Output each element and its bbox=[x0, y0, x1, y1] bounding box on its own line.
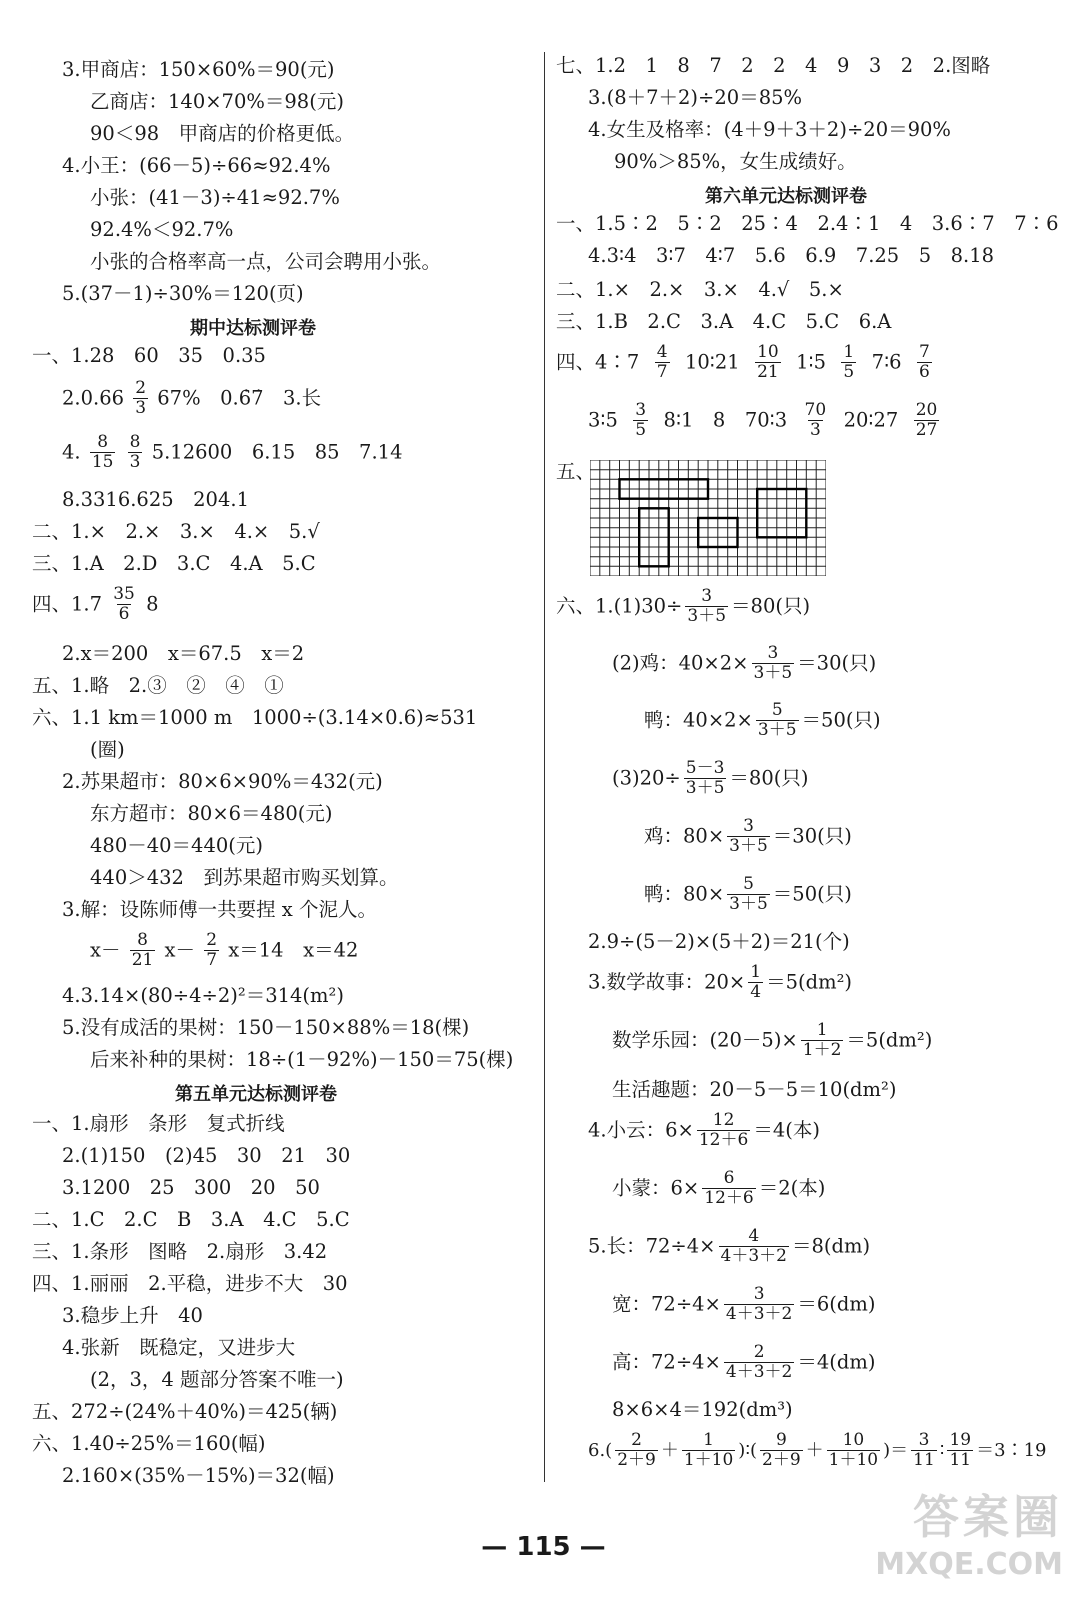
numerator: 10 bbox=[842, 1430, 865, 1450]
denominator: 3 bbox=[129, 451, 141, 472]
numerator: 1 bbox=[816, 1020, 828, 1040]
text: (2)鸡：40×2× bbox=[612, 651, 749, 675]
numerator: 2 bbox=[631, 1430, 642, 1450]
fraction bbox=[655, 344, 670, 382]
fraction bbox=[111, 586, 137, 624]
numerator: 10 bbox=[757, 342, 779, 362]
denominator: 7 bbox=[206, 949, 218, 970]
fraction bbox=[827, 1432, 880, 1470]
text: ＝5(dm²) bbox=[766, 970, 853, 994]
answer-line: (2，3，4 题部分答案不唯一) bbox=[90, 1368, 344, 1391]
text: ＝6(dm) bbox=[797, 1292, 876, 1316]
numerator: 5 bbox=[771, 700, 783, 720]
answer-line: 三、1.A 2.D 3.C 4.A 5.C bbox=[32, 552, 316, 575]
text: 小蒙：6× bbox=[612, 1176, 700, 1200]
watermark-url: MXQE.COM bbox=[875, 1547, 1063, 1582]
answer-line: 二、1.C 2.C B 3.A 4.C 5.C bbox=[32, 1208, 350, 1231]
numerator: 5 bbox=[743, 874, 754, 894]
answer-line: 后来补种的果树：18÷(1－92%)－150＝75(棵) bbox=[90, 1048, 514, 1071]
numerator: 4 bbox=[748, 1226, 760, 1246]
text: 10∶21 bbox=[684, 350, 740, 374]
text: 5.12600 6.15 85 7.14 bbox=[151, 440, 403, 464]
text: ＝50(只) bbox=[772, 882, 852, 906]
text: 高：72÷4× bbox=[612, 1350, 721, 1374]
numerator: 3 bbox=[767, 643, 779, 663]
denominator: 3＋5 bbox=[685, 777, 725, 798]
numerator: 70 bbox=[804, 400, 827, 420]
answer-line-with-fraction bbox=[90, 932, 358, 970]
fraction bbox=[682, 1432, 735, 1470]
answer-line-with-fraction bbox=[32, 586, 158, 624]
answer-line: 3.稳步上升 40 bbox=[62, 1304, 203, 1327]
answer-line: 四、1.丽丽 2.平稳，进步不大 30 bbox=[32, 1272, 348, 1295]
answer-line: 2.(1)150 (2)45 30 21 30 bbox=[62, 1144, 351, 1167]
answer-line: 4.小王：(66－5)÷66≈92.4% bbox=[62, 154, 331, 177]
numerator: 6 bbox=[723, 1168, 735, 1188]
text: 四、1.7 bbox=[32, 592, 103, 616]
answer-line: 七、1.2 1 8 7 2 2 4 9 3 2 2.图略 bbox=[556, 54, 991, 77]
grid-figure bbox=[590, 460, 826, 576]
section-heading-midterm: 期中达标测评卷 bbox=[190, 318, 316, 339]
answer-line-with-fraction bbox=[612, 1022, 932, 1060]
denominator: 3＋5 bbox=[687, 605, 727, 626]
fraction bbox=[615, 1432, 658, 1470]
answer-line: 8.3316.625 204.1 bbox=[62, 488, 249, 511]
numerator: 35 bbox=[113, 584, 135, 604]
fraction bbox=[133, 380, 148, 418]
numerator: 5－3 bbox=[685, 758, 725, 778]
answer-line: 一、1.28 60 35 0.35 bbox=[32, 344, 266, 367]
text: 3.数学故事：20× bbox=[588, 970, 746, 994]
text: 67% 0.6̇7̇ 3.长 bbox=[157, 386, 322, 410]
text: 四、4∶7 bbox=[556, 350, 640, 374]
answer-line: 4.3.14×(80÷4÷2)²＝314(m²) bbox=[62, 984, 344, 1007]
answer-line-with-fraction bbox=[588, 1112, 820, 1150]
numerator: 3 bbox=[918, 1430, 930, 1450]
denominator: 4＋3＋2 bbox=[720, 1245, 787, 1266]
fraction bbox=[719, 1228, 789, 1266]
denominator: 3＋5 bbox=[757, 719, 797, 740]
denominator: 27 bbox=[915, 419, 938, 440]
denominator: 7 bbox=[656, 361, 668, 382]
answer-line: 3.解：设陈师傅一共要捏 x 个泥人。 bbox=[62, 898, 377, 921]
fraction bbox=[801, 1022, 844, 1060]
answer-line: 二、1.× 2.× 3.× 4.√ 5.× bbox=[556, 278, 844, 301]
column-divider bbox=[544, 52, 545, 1482]
answer-line-with-fraction bbox=[612, 760, 808, 798]
fraction bbox=[697, 1112, 750, 1150]
fraction bbox=[911, 1432, 937, 1470]
denominator: 12＋6 bbox=[698, 1129, 749, 1150]
denominator: 2＋9 bbox=[617, 1449, 656, 1470]
answer-line: 2.9÷(5－2)×(5＋2)＝21(个) bbox=[588, 930, 850, 953]
text: 数学乐园：(20－5)× bbox=[612, 1028, 798, 1052]
text: 8 bbox=[146, 592, 159, 616]
fraction bbox=[756, 702, 799, 740]
answer-line: 5.没有成活的果树：150－150×88%＝18(棵) bbox=[62, 1016, 470, 1039]
text: x－ bbox=[90, 938, 121, 962]
denominator: 1＋2 bbox=[802, 1039, 842, 1060]
section-heading-unit6: 第六单元达标测评卷 bbox=[705, 186, 867, 207]
numerator: 2 bbox=[753, 1342, 765, 1362]
numerator: 1 bbox=[750, 962, 762, 982]
numerator: 3 bbox=[701, 586, 713, 606]
watermark-logo bbox=[875, 1481, 1063, 1582]
denominator: 6 bbox=[918, 361, 930, 382]
answer-line-with-fraction bbox=[612, 1344, 875, 1382]
answer-line: 3.(8＋7＋2)÷20＝85% bbox=[588, 86, 803, 109]
watermark-text: 答案圈 bbox=[913, 1490, 1063, 1544]
text: 宽：72÷4× bbox=[612, 1292, 721, 1316]
denominator: 4＋3＋2 bbox=[725, 1361, 793, 1382]
fraction bbox=[947, 1432, 973, 1470]
text: 8∶1 8 70∶3 bbox=[663, 408, 788, 432]
fraction bbox=[90, 434, 116, 472]
text: 4.小云：6× bbox=[588, 1118, 694, 1142]
answer-line: (圈) bbox=[90, 738, 125, 761]
denominator: 4 bbox=[750, 981, 762, 1002]
text: 20∶27 bbox=[843, 408, 899, 432]
denominator: 5 bbox=[635, 419, 647, 440]
denominator: 3 bbox=[809, 419, 821, 440]
numerator: 3 bbox=[635, 400, 647, 420]
answer-line-with-fraction bbox=[556, 588, 810, 626]
answer-line: 一、1.扇形 条形 复式折线 bbox=[32, 1112, 285, 1135]
answer-line-with-fraction bbox=[644, 702, 881, 740]
answer-line-with-fraction bbox=[644, 818, 852, 856]
text: 1∶5 bbox=[796, 350, 827, 374]
answer-line: 二、1.× 2.× 3.× 4.× 5.√ bbox=[32, 520, 320, 543]
answer-line: 90%＞85%，女生成绩好。 bbox=[614, 150, 857, 173]
fraction bbox=[727, 818, 770, 856]
answer-line-with-fraction bbox=[62, 434, 402, 472]
answer-line: 一、1.5∶2 5∶2 25∶4 2.4∶1 4 3.6∶7 7∶6 bbox=[556, 212, 1059, 235]
numerator: 19 bbox=[949, 1430, 972, 1450]
numerator: 8 bbox=[129, 432, 141, 452]
fraction bbox=[702, 1170, 755, 1208]
denominator: 3＋5 bbox=[729, 893, 768, 914]
answer-line: 480－40＝440(元) bbox=[90, 834, 263, 857]
answer-line-with-fraction bbox=[588, 402, 942, 440]
fraction bbox=[917, 344, 932, 382]
answer-line: 小张：(41－3)÷41≈92.7% bbox=[90, 186, 340, 209]
answer-line: 2.苏果超市：80×6×90%＝432(元) bbox=[62, 770, 383, 793]
denominator: 2＋9 bbox=[762, 1449, 801, 1470]
text: 4. bbox=[62, 440, 81, 464]
text: ＋ bbox=[805, 1439, 824, 1461]
text: ＝50(只) bbox=[801, 708, 881, 732]
answer-line: 8×6×4＝192(dm³) bbox=[612, 1398, 793, 1421]
fraction bbox=[204, 932, 219, 970]
numerator: 1 bbox=[703, 1430, 714, 1450]
text: )＝ bbox=[883, 1439, 909, 1461]
text: 六、1.(1)30÷ bbox=[556, 594, 683, 618]
fraction bbox=[841, 344, 856, 382]
fraction bbox=[724, 1344, 794, 1382]
fraction bbox=[685, 588, 728, 626]
denominator: 12＋6 bbox=[704, 1187, 754, 1208]
answer-line-with-fraction bbox=[588, 1432, 1046, 1470]
answer-line: 小张的合格率高一点，公司会聘用小张。 bbox=[90, 250, 442, 273]
text: 6.( bbox=[588, 1439, 613, 1461]
text: ＝2(本) bbox=[758, 1176, 826, 1200]
answer-line-with-fraction bbox=[644, 876, 852, 914]
answer-line-with-fraction bbox=[556, 344, 935, 382]
denominator: 1＋10 bbox=[683, 1449, 734, 1470]
answer-line: 92.4%＜92.7% bbox=[90, 218, 234, 241]
denominator: 3＋5 bbox=[753, 662, 793, 683]
denominator: 1＋10 bbox=[828, 1449, 879, 1470]
numerator: 9 bbox=[775, 1430, 787, 1450]
answer-line: 东方超市：80×6＝480(元) bbox=[90, 802, 333, 825]
denominator: 6 bbox=[118, 603, 130, 624]
text: ＝8(dm) bbox=[791, 1234, 871, 1258]
text: ＝30(只) bbox=[772, 824, 852, 848]
answer-line-with-fraction bbox=[612, 1286, 875, 1324]
text: ＝4(本) bbox=[753, 1118, 820, 1142]
text: (3)20÷ bbox=[612, 766, 681, 790]
numerator: 12 bbox=[712, 1110, 735, 1130]
answer-line: 3.1200 25 300 20 50 bbox=[62, 1176, 320, 1199]
denominator: 3 bbox=[135, 397, 147, 418]
fraction bbox=[760, 1432, 803, 1470]
answer-line: 4.张新 既稳定，又进步大 bbox=[62, 1336, 296, 1359]
answer-line: 三、1.B 2.C 3.A 4.C 5.C 6.A bbox=[556, 310, 892, 333]
text: 鸡：80× bbox=[644, 824, 725, 848]
fraction bbox=[755, 344, 781, 382]
page-number: — 115 — bbox=[481, 1532, 606, 1562]
answer-line: 440＞432 到苏果超市购买划算。 bbox=[90, 866, 399, 889]
answer-line: 5.(37－1)÷30%＝120(页) bbox=[62, 282, 304, 305]
fraction bbox=[633, 402, 648, 440]
answer-line: 2.x＝200 x＝67.5 x＝2 bbox=[62, 642, 305, 665]
answer-line-with-fraction bbox=[612, 1170, 825, 1208]
text: 鸭：80× bbox=[644, 882, 725, 906]
numerator: 1 bbox=[843, 342, 855, 362]
answer-line: 4.女生及格率：(4＋9＋3＋2)÷20＝90% bbox=[588, 118, 951, 141]
answer-line: 五、272÷(24%＋40%)＝425(辆) bbox=[32, 1400, 338, 1423]
answer-line-with-fraction bbox=[588, 964, 852, 1002]
text: ＝80(只) bbox=[731, 594, 811, 618]
text: ＝5(dm²) bbox=[846, 1028, 933, 1052]
denominator: 21 bbox=[131, 949, 154, 970]
text: ＝30(只) bbox=[797, 651, 877, 675]
numerator: 8 bbox=[97, 432, 109, 452]
text: 5.长：72÷4× bbox=[588, 1234, 716, 1258]
denominator: 11 bbox=[913, 1449, 935, 1470]
numerator: 2 bbox=[206, 930, 218, 950]
text: ＝4(dm) bbox=[797, 1350, 876, 1374]
fraction bbox=[727, 876, 770, 914]
section-heading-unit5: 第五单元达标测评卷 bbox=[175, 1084, 337, 1105]
denominator: 21 bbox=[757, 361, 779, 382]
answer-line: 乙商店：140×70%＝98(元) bbox=[90, 90, 344, 113]
fraction bbox=[724, 1286, 794, 1324]
answer-line: 4.3∶4 3∶7 4∶7 5.6 6.9 7.25 5 8.18 bbox=[588, 244, 995, 267]
fraction bbox=[128, 434, 143, 472]
denominator: 15 bbox=[91, 451, 114, 472]
text: )∶( bbox=[738, 1439, 758, 1461]
answer-line: 五、1.略 2.③ ② ④ ① bbox=[32, 674, 284, 697]
denominator: 5 bbox=[843, 361, 855, 382]
text: 2.0.66 bbox=[62, 386, 125, 410]
answer-line-with-fraction bbox=[588, 1228, 870, 1266]
fraction bbox=[803, 402, 829, 440]
text: 鸭：40×2× bbox=[644, 708, 753, 732]
grid-rectangles bbox=[620, 479, 807, 566]
denominator: 11 bbox=[949, 1449, 972, 1470]
fraction bbox=[130, 932, 156, 970]
text: x＝14 x＝42 bbox=[228, 938, 359, 962]
numerator: 3 bbox=[753, 1284, 765, 1304]
answer-line: 3.甲商店：150×60%＝90(元) bbox=[62, 58, 335, 81]
answer-line: 90＜98 甲商店的价格更低。 bbox=[90, 122, 355, 145]
answer-line: 三、1.条形 图略 2.扇形 3.42 bbox=[32, 1240, 328, 1263]
text: ∶ bbox=[939, 1439, 945, 1461]
answer-line: 五、 bbox=[556, 460, 596, 483]
numerator: 8 bbox=[137, 930, 148, 950]
fraction bbox=[684, 760, 727, 798]
text: 3∶5 bbox=[588, 408, 618, 432]
denominator: 3＋5 bbox=[729, 835, 768, 856]
answer-line: 六、1.1 km＝1000 m 1000÷(3.14×0.6)≈531 bbox=[32, 706, 478, 729]
text: 7∶6 bbox=[871, 350, 902, 374]
numerator: 2 bbox=[135, 378, 147, 398]
fraction bbox=[914, 402, 940, 440]
answer-line-with-fraction bbox=[612, 645, 876, 683]
answer-line: 六、1.40÷25%＝160(幅) bbox=[32, 1432, 266, 1455]
answer-line-with-fraction bbox=[62, 380, 321, 418]
text: ＝80(只) bbox=[729, 766, 809, 790]
answer-line: 2.160×(35%－15%)＝32(幅) bbox=[62, 1464, 335, 1487]
numerator: 4 bbox=[656, 342, 668, 362]
answer-line: 生活趣题：20－5－5＝10(dm²) bbox=[612, 1078, 897, 1101]
fraction bbox=[752, 645, 795, 683]
text: ＋ bbox=[660, 1439, 679, 1461]
numerator: 20 bbox=[915, 400, 938, 420]
text: ＝3∶19 bbox=[976, 1439, 1047, 1461]
numerator: 3 bbox=[743, 816, 754, 836]
denominator: 4＋3＋2 bbox=[725, 1303, 793, 1324]
fraction bbox=[748, 964, 763, 1002]
numerator: 7 bbox=[918, 342, 930, 362]
text: x－ bbox=[164, 938, 196, 962]
